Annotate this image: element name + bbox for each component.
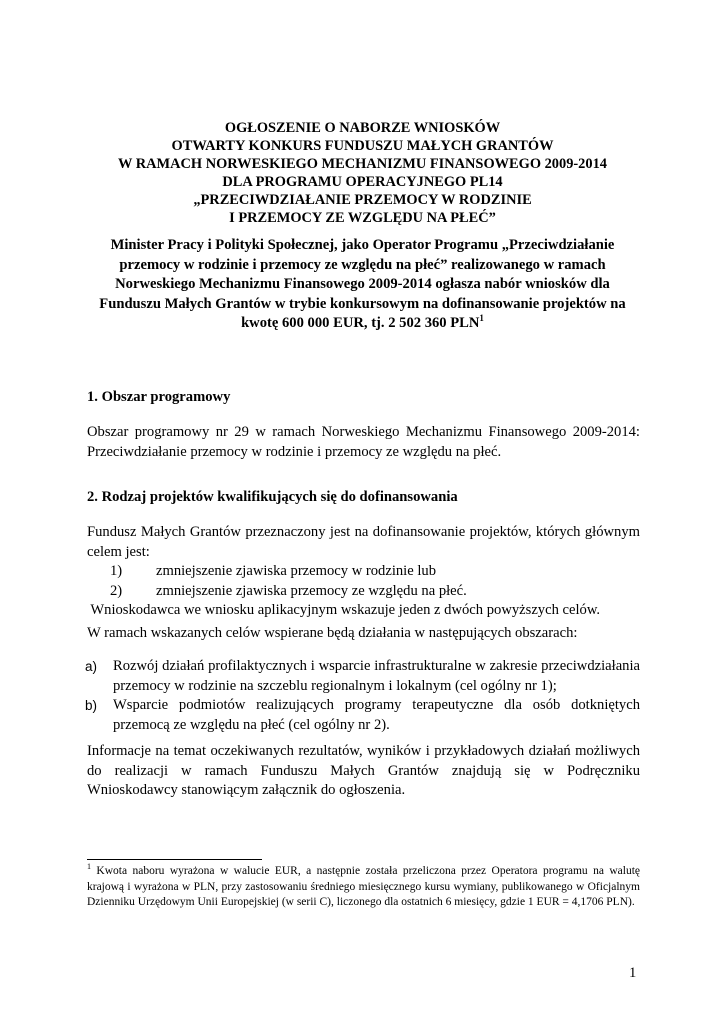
- title-line: „PRZECIWDZIAŁANIE PRZEMOCY W RODZINIE: [193, 192, 532, 208]
- goal-text: zmniejszenie zjawiska przemocy w rodzinie lub: [156, 563, 437, 579]
- info-paragraph: Informacje na temat oczekiwanych rezultatów, wyników i przykładowych działań możliwych do realizacji w ramach Funduszu Małych Grantów znajdują się w Podręczniku Wnioskodawcy stanowiącym załącznik do ogłoszenia.: [87, 743, 640, 798]
- announcement-title: [60, 119, 665, 227]
- goal-number: 2): [110, 582, 123, 599]
- intro-paragraph: [70, 236, 655, 334]
- section-1-text: Obszar programowy nr 29 w ramach Norweskiego Mechanizmu Finansowego 2009-2014: Przeciwdziałanie przemocy w rodzinie i przemocy ze względu na płeć.: [87, 424, 640, 460]
- areas-list: [87, 657, 640, 735]
- intro-line: Minister Pracy i Polityki Społecznej, jako Operator Programu „Przeciwdziałanie: [110, 237, 615, 253]
- choice-note: Wnioskodawca we wniosku aplikacyjnym wskazuje jeden z dwóch powyższych celów.: [87, 602, 601, 618]
- title-line: OTWARTY KONKURS FUNDUSZU MAŁYCH GRANTÓW: [171, 138, 554, 154]
- footnote-text: Kwota naboru wyrażona w walucie EUR, a następnie została przeliczona przez Operatora programu na walutę krajową i wyrażona w PLN, przy zastosowaniu średniego miesięcznego kursu wymiany, publikowanego w Oficjalnym Dzienniku Urzędowym Unii Europejskiej (w serii C), liczonego dla ostatnich 6 miesięcy, gdzie 1 EUR = 4,1706 PLN).: [87, 865, 640, 908]
- area-text: Rozwój działań profilaktycznych i wsparcie infrastrukturalne w zakresie przeciwdziałania przemocy w rodzinie na szczeblu regionalnym i lokalnym (cel ogólny nr 1);: [113, 658, 640, 694]
- area-text: Wsparcie podmiotów realizujących programy terapeutyczne dla osób dotkniętych przemocą ze względu na płeć (cel ogólny nr 2).: [113, 697, 640, 733]
- footnote-reference: 1: [479, 313, 484, 324]
- title-line: W RAMACH NORWESKIEGO MECHANIZMU FINANSOWEGO 2009-2014: [118, 156, 607, 172]
- area-marker: a): [85, 659, 98, 674]
- page-number: 1: [629, 965, 637, 981]
- intro-line-last: [70, 314, 655, 334]
- title-line: DLA PROGRAMU OPERACYJNEGO PL14: [222, 174, 503, 190]
- section-2-body: [87, 523, 640, 621]
- area-item: [87, 696, 640, 735]
- section-2-lead: Fundusz Małych Grantów przeznaczony jest na dofinansowanie projektów, których głównym celem jest:: [87, 524, 640, 560]
- section-2-heading: 2. Rodzaj projektów kwalifikujących się do dofinansowania: [87, 489, 458, 505]
- areas-lead: W ramach wskazanych celów wspierane będą działania w następujących obszarach:: [87, 625, 578, 641]
- area-item: [87, 657, 640, 696]
- title-line: OGŁOSZENIE O NABORZE WNIOSKÓW: [224, 120, 501, 136]
- goal-number: 1): [110, 563, 123, 579]
- footnote: [87, 864, 640, 911]
- goal-item: [87, 582, 640, 602]
- intro-line: Funduszu Małych Grantów w trybie konkursowym na dofinansowanie projektów na: [99, 295, 626, 312]
- footnote-separator: [87, 859, 262, 860]
- goal-item: [87, 562, 640, 582]
- area-marker: b): [85, 698, 98, 713]
- title-line: I PRZEMOCY ZE WZGLĘDU NA PŁEĆ”: [229, 210, 496, 226]
- goal-text: zmniejszenie zjawiska przemocy ze względu na płeć.: [156, 582, 467, 599]
- intro-line: przemocy w rodzinie i przemocy ze względu na płeć” realizowanego w ramach: [119, 256, 606, 273]
- intro-line: kwotę 600 000 EUR, tj. 2 502 360 PLN: [241, 315, 480, 331]
- intro-line: Norweskiego Mechanizmu Finansowego 2009-2014 ogłasza nabór wniosków dla: [115, 276, 610, 292]
- section-1-heading: 1. Obszar programowy: [87, 389, 231, 405]
- footnote-marker: 1: [87, 862, 91, 872]
